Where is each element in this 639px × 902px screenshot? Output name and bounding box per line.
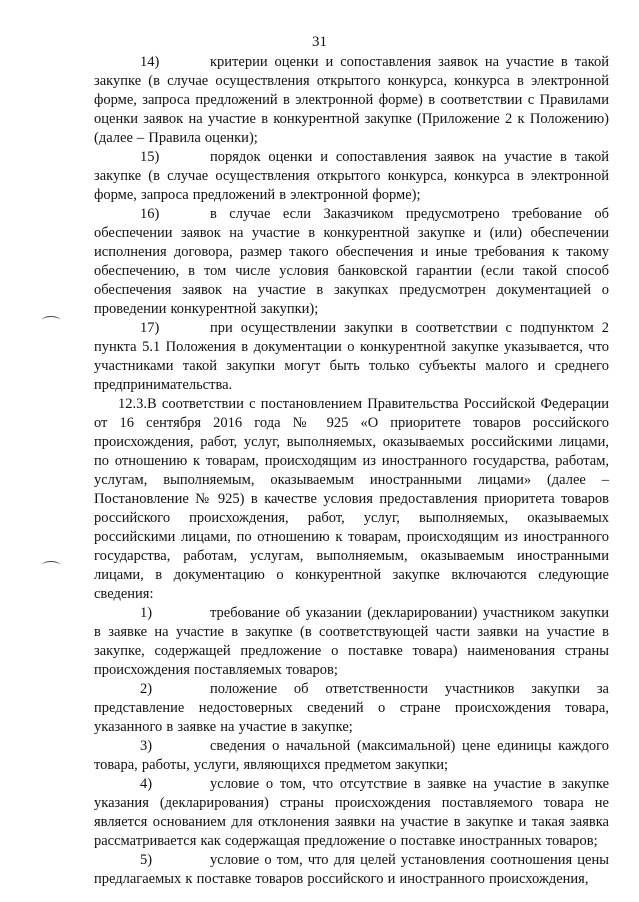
- list-item-14: 14) критерии оценки и сопоставления заявок на участие в такой закупке (в случае осуществления открытого конкурса, конкурса в электронной форме, запроса предложений в электронной форме) в соответствии с Правилами оценки заявок на участие в конкурентной закупке (Приложение 2 к Положению) (далее – Правила оценки);: [94, 54, 609, 146]
- page-number: 31: [312, 34, 327, 50]
- sub-item-4: 4) условие о том, что отсутствие в заявке на участие в закупке указания (декларирования) страны происхождения поставляемого товара не является основанием для отклонения заявки на участие в закупке и такая заявка рассматривается как содержащая предложение о поставке иностранных товаров;: [94, 776, 609, 849]
- sub-item-2: 2) положение об ответственности участников закупки за представление недостоверных сведений о стране происхождения товара, указанного в заявке на участие в закупке;: [94, 681, 609, 735]
- list-item-16: 16) в случае если Заказчиком предусмотрено требование об обеспечении заявок на участие в конкурентной закупке и (или) обеспечении исполнения договора, размер такого обеспечения и иные требования к такому обеспечению, в том числе условия банковской гарантии (если такой способ обеспечения заявок на участие в закупках предусмотрен документацией о проведении конкурентной закупки);: [94, 206, 609, 317]
- binder-hole-mark: [42, 316, 60, 324]
- section-12-3: 12.3.В соответствии с постановлением Правительства Российской Федерации от 16 сентября 2016 года № 925 «О приоритете товаров российского происхождения, работ, услуг, выполняемых, оказываемых российскими лицами, по отношению к товарам, происходящим из иностранного государства, работам, услугам, выполняемым, оказываемым иностранными лицами» (далее – Постановление № 925) в качестве условия предоставления приоритета товаров российского происхождения, работ, услуг, выполняемых, оказываемых российскими лицами, по отношению к товарам, происходящим из иностранного государства, работам, услугам, выполняемым, оказываемым иностранными лицами, в документацию о конкурентной закупке включаются следующие сведения:: [94, 396, 609, 602]
- list-item-15: 15) порядок оценки и сопоставления заявок на участие в такой закупке (в случае осуществления открытого конкурса, конкурса в электронной форме, запроса предложений в электронной форме);: [94, 149, 609, 203]
- list-item-17: 17) при осуществлении закупки в соответствии с подпунктом 2 пункта 5.1 Положения в документации о конкурентной закупке указывается, что участниками такой закупки могут быть только субъекты малого и среднего предпринимательства.: [94, 320, 609, 393]
- sub-item-1: 1) требование об указании (декларировании) участником закупки в заявке на участие в закупке (в соответствующей части заявки на участие в закупке, содержащей предложение о поставке товара) наименования страны происхождения поставляемых товаров;: [94, 605, 609, 678]
- document-body: [94, 53, 609, 889]
- sub-item-5: 5) условие о том, что для целей установления соотношения цены предлагаемых к поставке товаров российского и иностранного происхождения,: [94, 852, 609, 887]
- sub-item-3: 3) сведения о начальной (максимальной) цене единицы каждого товара, работы, услуги, являющихся предметом закупки;: [94, 738, 609, 773]
- binder-hole-mark: [42, 561, 60, 569]
